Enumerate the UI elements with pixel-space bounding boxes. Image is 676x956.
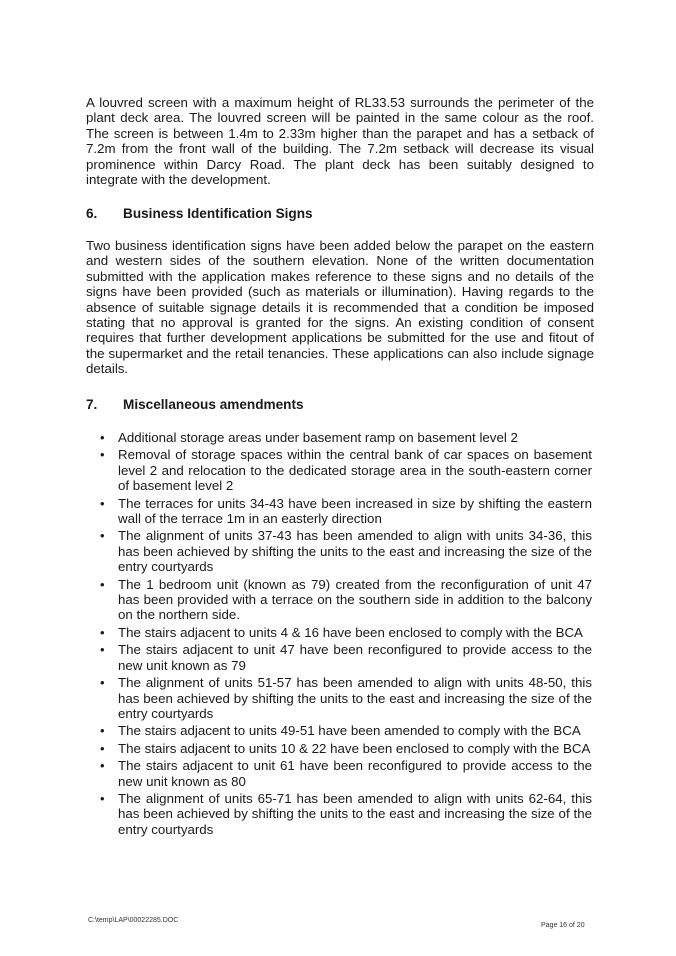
bullet-icon: • <box>100 624 105 640</box>
section-6-number: 6. <box>86 206 98 221</box>
bullet-icon: • <box>100 447 105 463</box>
list-item <box>100 758 592 789</box>
section-7-number: 7. <box>86 397 98 412</box>
list-item <box>100 528 592 574</box>
bullet-icon: • <box>100 758 105 774</box>
section-6-title: Business Identification Signs <box>123 206 313 221</box>
list-item <box>100 642 592 673</box>
footer-file-path: C:\temp\LAP\00022285.DOC <box>88 917 179 924</box>
intro-paragraph: A louvred screen with a maximum height of RL33.53 surrounds the perimeter of the plant deck area. The louvred screen will be painted in the same colour as the roof. The screen is between 1.4m to 2.33m higher than the parapet and has a setback of 7.2m from the front wall of the building. The 7.2m setback will decrease its visual prominence within Darcy Road. The plant deck has been suitably designed to integrate with the development. <box>86 95 594 188</box>
bullet-icon: • <box>100 790 105 806</box>
section-7-heading <box>86 397 304 412</box>
list-item-text: The alignment of units 37-43 has been amended to align with units 34-36, this has been achieved by shifting the units to the east and increasing the size of the entry courtyards <box>118 528 592 575</box>
list-item-text: The stairs adjacent to units 4 & 16 have been enclosed to comply with the BCA <box>118 624 583 640</box>
bullet-icon: • <box>100 576 105 592</box>
bullet-icon: • <box>100 675 105 691</box>
list-item-text: Additional storage areas under basement ramp on basement level 2 <box>118 430 518 445</box>
list-item <box>100 741 592 756</box>
list-item-text: The stairs adjacent to units 10 & 22 have been enclosed to comply with the BCA <box>118 740 591 756</box>
bullet-icon: • <box>100 642 105 658</box>
list-item-text: The 1 bedroom unit (known as 79) created from the reconfiguration of unit 47 has been provided with a terrace on the southern side in addition to the balcony on the northern side. <box>118 576 592 623</box>
list-item <box>100 577 592 623</box>
section-6-body: Two business identification signs have been added below the parapet on the eastern and western sides of the southern elevation. None of the written documentation submitted with the application makes reference to these signs and no details of the signs have been provided (such as materials or illumination). Having regards to the absence of suitable signage details it is recommended that a condition be imposed stating that no approval is granted for the signs. An existing condition of consent requires that further development applications be submitted for the use and fitout of the supermarket and the retail tenancies. These applications can also include signage details. <box>86 238 594 377</box>
list-item <box>100 496 592 527</box>
bullet-icon: • <box>100 723 105 739</box>
bullet-icon: • <box>100 740 105 756</box>
bullet-icon: • <box>100 528 105 544</box>
list-item-text: The stairs adjacent to unit 47 have been reconfigured to provide access to the new unit known as 79 <box>118 642 592 673</box>
bullet-icon: • <box>100 430 105 445</box>
bullet-icon: • <box>100 495 105 511</box>
list-item <box>100 625 592 640</box>
list-item-text: The alignment of units 51-57 has been amended to align with units 48-50, this has been achieved by shifting the units to the east and increasing the size of the entry courtyards <box>118 675 592 721</box>
list-item-text: The stairs adjacent to units 49-51 have been amended to comply with the BCA <box>118 723 581 739</box>
amendments-list <box>100 430 592 839</box>
list-item <box>100 723 592 738</box>
list-item-text: The alignment of units 65-71 has been amended to align with units 62-64, this has been achieved by shifting the units to the east and increasing the size of the entry courtyards <box>118 790 592 837</box>
list-item <box>100 447 592 493</box>
list-item-text: Removal of storage spaces within the central bank of car spaces on basement level 2 and relocation to the dedicated storage area in the south-eastern corner of basement level 2 <box>118 447 592 494</box>
list-item <box>100 791 592 837</box>
section-6-heading <box>86 206 313 221</box>
section-7-title: Miscellaneous amendments <box>123 397 304 412</box>
footer-page-number: Page 16 of 20 <box>541 922 585 929</box>
list-item-text: The stairs adjacent to unit 61 have been reconfigured to provide access to the new unit known as 80 <box>118 758 592 789</box>
list-item <box>100 430 592 445</box>
list-item-text: The terraces for units 34-43 have been increased in size by shifting the eastern wall of the terrace 1m in an easterly direction <box>118 495 592 527</box>
list-item <box>100 675 592 721</box>
